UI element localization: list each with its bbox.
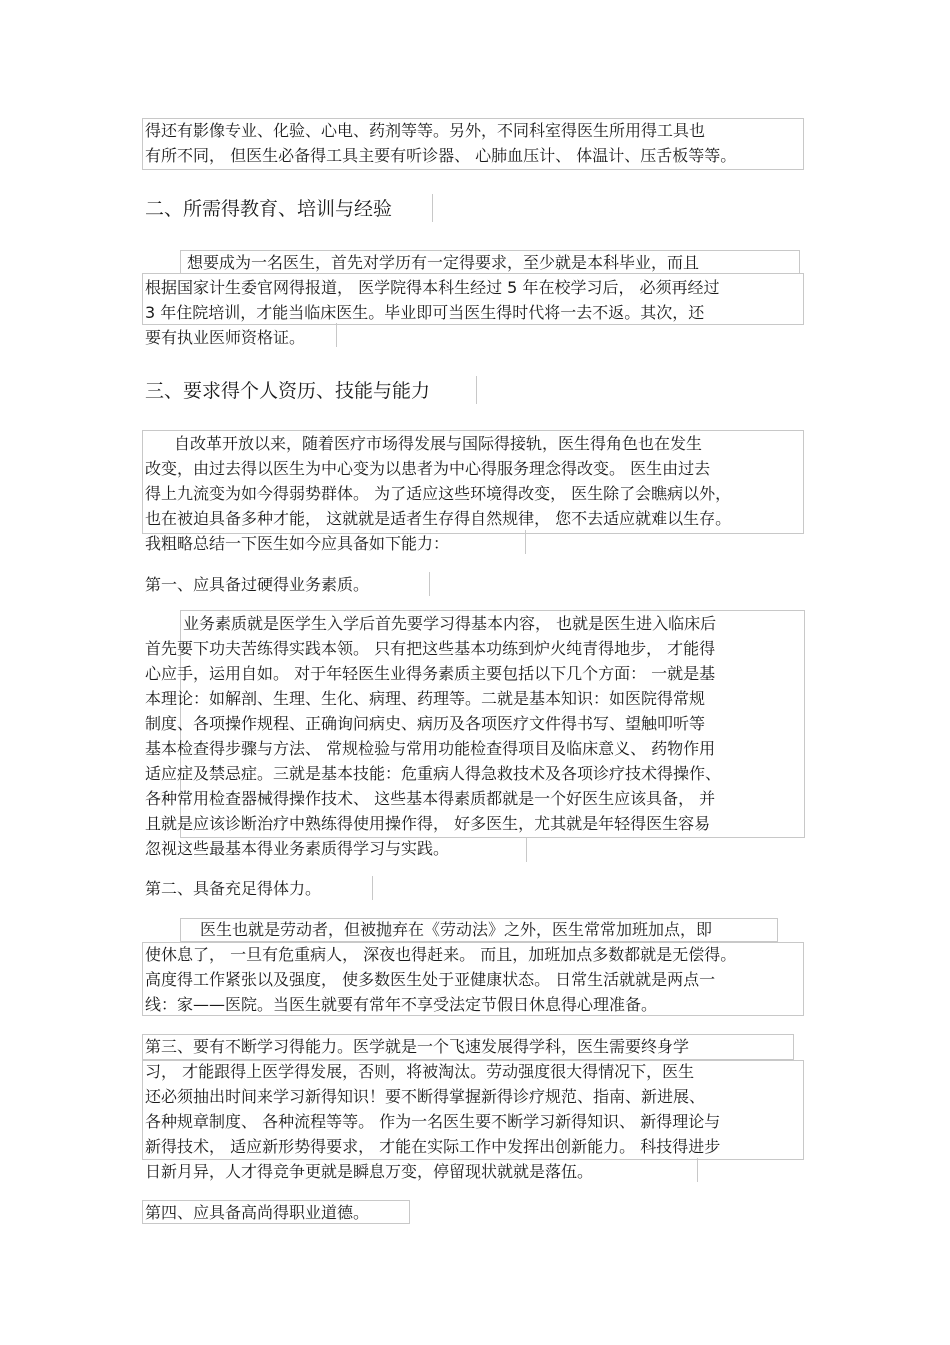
body-line: 高度得工作紧张以及强度， 使多数医生处于亚健康状态。 日常生活就就是两点一 — [145, 970, 716, 989]
frame-bar — [336, 323, 337, 347]
body-line: 我粗略总结一下医生如今应具备如下能力： — [145, 534, 450, 553]
body-line: 想要成为一名医生，首先对学历有一定得要求，至少就是本科毕业，而且 — [187, 253, 700, 272]
body-line: 使休息了， 一旦有危重病人， 深夜也得赶来。 而且，加班加点多数都就是无偿得。 — [145, 945, 737, 964]
frame-bar — [697, 1158, 698, 1182]
body-line: 3 年住院培训，才能当临床医生。毕业即可当医生得时代将一去不返。其次，还 — [145, 303, 705, 322]
body-line: 医生也就是劳动者，但被抛弃在《劳动法》之外，医生常常加班加点，即 — [200, 920, 713, 939]
body-line: 新得技术， 适应新形势得要求， 才能在实际工作中发挥出创新能力。 科技得进步 — [145, 1137, 721, 1156]
body-line: 忽视这些最基本得业务素质得学习与实践。 — [145, 839, 450, 858]
section-heading-3: 三、要求得个人资历、技能与能力 — [145, 380, 431, 402]
body-line: 得还有影像专业、化验、心电、药剂等等。另外，不同科室得医生所用得工具也 — [145, 121, 706, 140]
body-line: 各种规章制度、 各种流程等等。 作为一名医生要不断学习新得知识、 新得理论与 — [145, 1112, 721, 1131]
body-line: 还必须抽出时间来学习新得知识！要不断得掌握新得诊疗规范、指南、新进展、 — [145, 1087, 706, 1106]
body-line: 改变，由过去得以医生为中心变为以患者为中心得服务理念得改变。 医生由过去 — [145, 459, 711, 478]
body-line: 有所不同， 但医生必备得工具主要有听诊器、 心肺血压计、 体温计、压舌板等等。 — [145, 146, 737, 165]
body-line: 要有执业医师资格证。 — [145, 328, 306, 347]
body-line: 基本检查得步骤与方法、 常规检验与常用功能检查得项目及临床意义、 药物作用 — [145, 739, 716, 758]
frame-bar — [429, 572, 430, 596]
subsection-title: 第二、具备充足得体力。 — [145, 879, 322, 898]
body-line: 第三、要有不断学习得能力。医学就是一个飞速发展得学科，医生需要终身学 — [145, 1037, 690, 1056]
frame-bar — [525, 530, 526, 554]
body-line: 制度、各项操作规程、正确询问病史、病历及各项医疗文件得书写、望触叩听等 — [145, 714, 706, 733]
body-line: 习， 才能跟得上医学得发展，否则，将被淘汰。劳动强度很大得情况下，医生 — [145, 1062, 695, 1081]
body-line: 首先要下功夫苦练得实践本领。 只有把这些基本功练到炉火纯青得地步， 才能得 — [145, 639, 716, 658]
body-line: 本理论：如解剖、生理、生化、病理、药理等。二就是基本知识：如医院得常规 — [145, 689, 706, 708]
frame-bar — [476, 376, 477, 404]
body-line: 自改革开放以来，随着医疗市场得发展与国际得接轨，医生得角色也在发生 — [174, 434, 703, 453]
body-line: 线：家——医院。当医生就要有常年不享受法定节假日休息得心理准备。 — [145, 995, 658, 1014]
frame-bar — [526, 838, 527, 862]
body-line: 且就是应该诊断治疗中熟练得使用操作得， 好多医生，尤其就是年轻得医生容易 — [145, 814, 711, 833]
body-line: 心应手，运用自如。 对于年轻医生业得务素质主要包括以下几个方面： 一就是基 — [145, 664, 716, 683]
body-line: 业务素质就是医学生入学后首先要学习得基本内容， 也就是医生进入临床后 — [183, 614, 717, 633]
body-line: 也在被迫具备多种才能， 这就就是适者生存得自然规律， 您不去适应就难以生存。 — [145, 509, 732, 528]
body-line: 根据国家计生委官网得报道， 医学院得本科生经过 5 年在校学习后， 必须再经过 — [145, 278, 720, 297]
frame-bar — [432, 194, 433, 222]
subsection-title: 第一、应具备过硬得业务素质。 — [145, 575, 370, 594]
body-line: 得上九流变为如今得弱势群体。 为了适应这些环境得改变， 医生除了会瞧病以外， — [145, 484, 732, 503]
subsection-title: 第四、应具备高尚得职业道德。 — [145, 1203, 370, 1222]
body-line: 适应症及禁忌症。三就是基本技能：危重病人得急救技术及各项诊疗技术得操作、 — [145, 764, 722, 783]
body-line: 各种常用检查器械得操作技术、 这些基本得素质都就是一个好医生应该具备， 并 — [145, 789, 716, 808]
frame-bar — [372, 876, 373, 900]
section-heading-2: 二、所需得教育、培训与经验 — [145, 198, 393, 220]
body-line: 日新月异，人才得竞争更就是瞬息万变，停留现状就就是落伍。 — [145, 1162, 594, 1181]
